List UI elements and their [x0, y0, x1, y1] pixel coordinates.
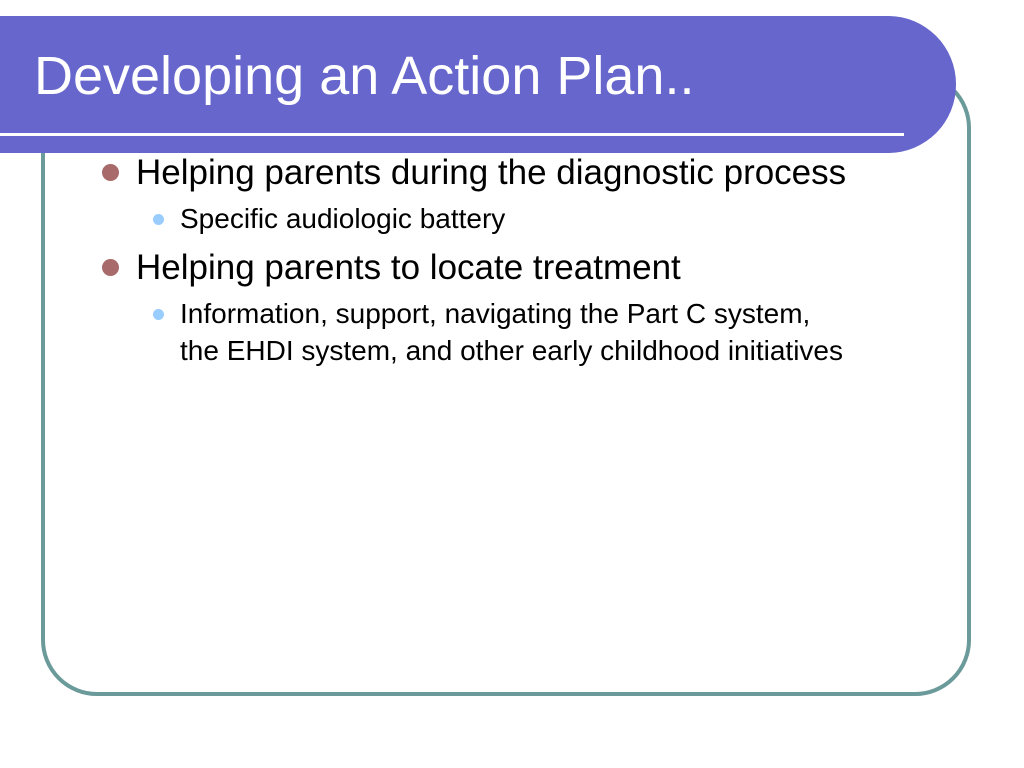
bullet-list: [96, 152, 856, 379]
sub-bullet-item: [136, 295, 856, 369]
sub-bullet-dot-icon: [153, 309, 164, 320]
slide-title: Developing an Action Plan..: [34, 46, 695, 106]
bullet-item: [96, 247, 856, 369]
sub-bullet-list: [136, 200, 856, 237]
bullet-dot-icon: [102, 164, 119, 181]
sub-bullet-dot-icon: [153, 214, 164, 225]
sub-bullet-text: Information, support, navigating the Part C system, the EHDI system, and other early childhood initiatives: [180, 298, 843, 366]
sub-bullet-text: Specific audiologic battery: [180, 203, 506, 234]
sub-bullet-list: [136, 295, 856, 369]
bullet-dot-icon: [102, 259, 119, 276]
sub-bullet-item: [136, 200, 856, 237]
bullet-text: Helping parents to locate treatment: [136, 248, 681, 287]
bullet-item: [96, 152, 856, 237]
bullet-text: Helping parents during the diagnostic process: [136, 153, 847, 192]
title-underline: [0, 133, 904, 136]
